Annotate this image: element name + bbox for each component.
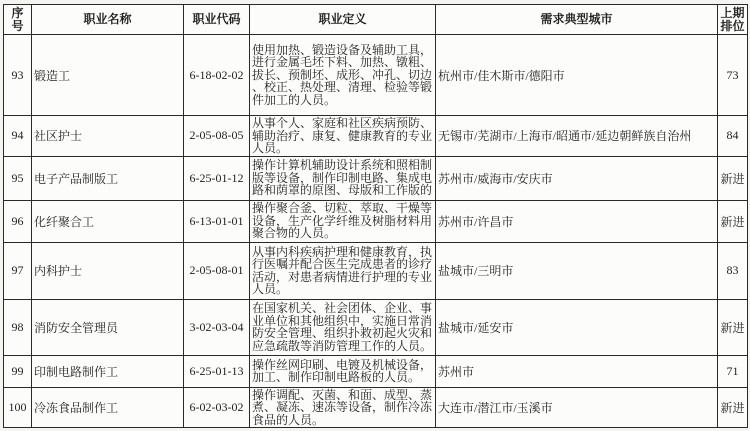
cell-occupation-name: 内科护士 <box>32 242 184 299</box>
cell-occupation-definition: 在国家机关、社会团体、企业、事业单位和其他组织中，实施日常消防安全管理、组织扑救初起火灾和应急疏散等消防管理工作的人员。 <box>250 299 436 355</box>
table-row <box>4 299 748 355</box>
table-row <box>4 156 748 200</box>
table-row <box>4 355 748 387</box>
table-row <box>4 116 748 157</box>
cell-serial-number: 95 <box>4 156 32 200</box>
header-typical-demand-cities: 需求典型城市 <box>436 5 718 35</box>
cell-previous-rank: 新进 <box>718 200 748 242</box>
cell-occupation-code: 6-18-02-02 <box>184 35 250 116</box>
cell-occupation-code: 2-05-08-05 <box>184 116 250 157</box>
header-serial-number: 序号 <box>4 5 32 35</box>
cell-typical-demand-cities: 无锡市/芜湖市/上海市/昭通市/延边朝鲜族自治州 <box>436 116 718 157</box>
cell-serial-number: 99 <box>4 355 32 387</box>
cell-occupation-code: 6-13-01-01 <box>184 200 250 242</box>
cell-previous-rank: 新进 <box>718 387 748 428</box>
cell-typical-demand-cities: 杭州市/佳木斯市/德阳市 <box>436 35 718 116</box>
header-previous-rank: 上期排位 <box>718 5 748 35</box>
cell-occupation-definition: 操作丝网印刷、电镀及机械设备，加工、制作印制电路板的人员。 <box>250 355 436 387</box>
cell-serial-number: 94 <box>4 116 32 157</box>
header-row <box>4 5 748 35</box>
cell-occupation-name: 印制电路制作工 <box>32 355 184 387</box>
table-row <box>4 387 748 428</box>
cell-occupation-name: 冷冻食品制作工 <box>32 387 184 428</box>
cell-occupation-definition: 操作调配、灭菌、和面、成型、蒸煮、凝冻、速冻等设备，制作冷冻食品的人员。 <box>250 387 436 428</box>
cell-occupation-definition: 从事个人、家庭和社区疾病预防、辅助治疗、康复、健康教育的专业人员。 <box>250 116 436 157</box>
cell-occupation-name: 社区护士 <box>32 116 184 157</box>
cell-serial-number: 96 <box>4 200 32 242</box>
cell-occupation-definition: 操作聚合釜、切粒、萃取、干燥等设备，生产化学纤维及树脂材料用聚合物的人员。 <box>250 200 436 242</box>
cell-serial-number: 97 <box>4 242 32 299</box>
cell-occupation-name: 锻造工 <box>32 35 184 116</box>
cell-typical-demand-cities: 盐城市/三明市 <box>436 242 718 299</box>
header-occupation-name: 职业名称 <box>32 5 184 35</box>
cell-previous-rank: 新进 <box>718 299 748 355</box>
cell-serial-number: 100 <box>4 387 32 428</box>
cell-typical-demand-cities: 苏州市 <box>436 355 718 387</box>
cell-occupation-code: 6-25-01-13 <box>184 355 250 387</box>
cell-previous-rank: 新进 <box>718 156 748 200</box>
table-row <box>4 242 748 299</box>
cell-occupation-code: 2-05-08-01 <box>184 242 250 299</box>
cell-typical-demand-cities: 苏州市/威海市/安庆市 <box>436 156 718 200</box>
cell-previous-rank: 83 <box>718 242 748 299</box>
cell-previous-rank: 71 <box>718 355 748 387</box>
cell-occupation-name: 电子产品制版工 <box>32 156 184 200</box>
table-row <box>4 35 748 116</box>
cell-occupation-code: 6-02-03-02 <box>184 387 250 428</box>
cell-occupation-code: 3-02-03-04 <box>184 299 250 355</box>
header-occupation-definition: 职业定义 <box>250 5 436 35</box>
table-row <box>4 200 748 242</box>
cell-occupation-name: 消防安全管理员 <box>32 299 184 355</box>
cell-previous-rank: 84 <box>718 116 748 157</box>
header-occupation-code: 职业代码 <box>184 5 250 35</box>
cell-typical-demand-cities: 大连市/潜江市/玉溪市 <box>436 387 718 428</box>
cell-occupation-definition: 操作计算机辅助设计系统和照相制版等设备，制作印制电路、集成电路和荫罩的原图、母版和工作版的 <box>250 156 436 200</box>
cell-previous-rank: 73 <box>718 35 748 116</box>
occupation-ranking-table <box>3 4 748 428</box>
cell-occupation-definition: 使用加热、锻造设备及辅助工具，进行金属毛坯下料、加热、镦粗、拔长、预制坯、成形、冲孔、切边、校正、热处理、清理、检验等锻件加工的人员。 <box>250 35 436 116</box>
cell-occupation-code: 6-25-01-12 <box>184 156 250 200</box>
cell-typical-demand-cities: 盐城市/延安市 <box>436 299 718 355</box>
cell-occupation-definition: 从事内科疾病护理和健康教育，执行医嘱并配合医生完成患者的诊疗活动，对患者病情进行护理的专业人员。 <box>250 242 436 299</box>
cell-typical-demand-cities: 苏州市/许昌市 <box>436 200 718 242</box>
cell-occupation-name: 化纤聚合工 <box>32 200 184 242</box>
cell-serial-number: 93 <box>4 35 32 116</box>
cell-serial-number: 98 <box>4 299 32 355</box>
